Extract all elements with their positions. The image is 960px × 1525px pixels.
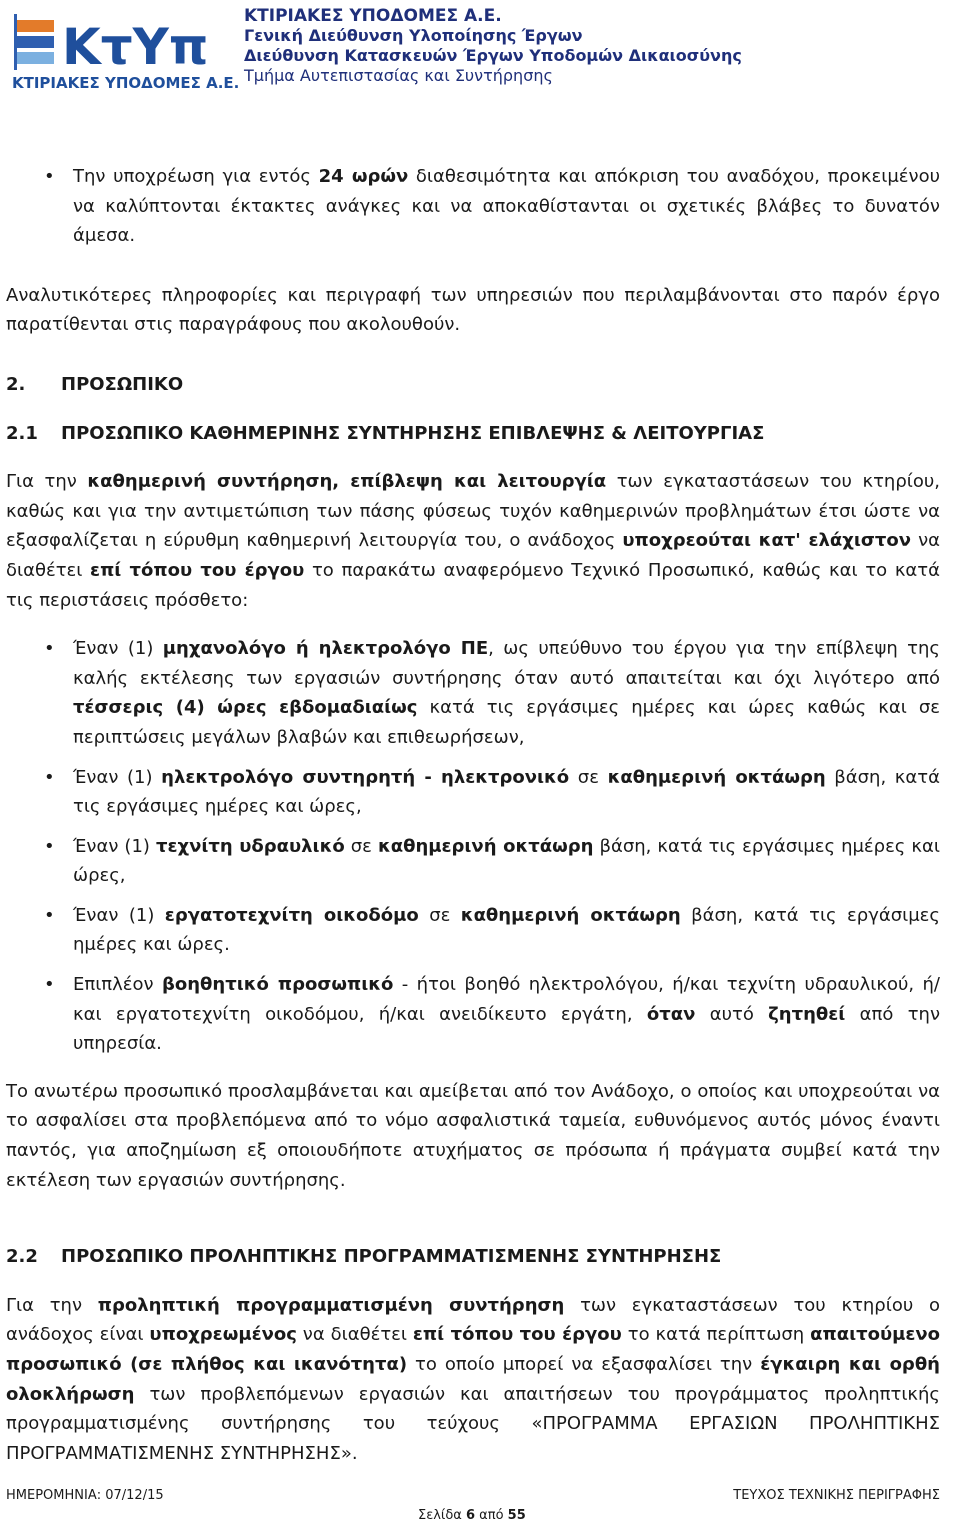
intro-list (6, 162, 940, 251)
subsection-heading: 2.1 ΠΡΟΣΩΠΙΚΟ ΚΑΘΗΜΕΡΙΝΗΣ ΣΥΝΤΗΡΗΣΗΣ ΕΠΙΒΛΕΨΗΣ & ΛΕΙΤΟΥΡΓΙΑΣ (6, 422, 765, 444)
page-number: Σελίδα 6 από 55 (418, 1508, 526, 1523)
document-body (6, 162, 940, 1468)
company-logo (10, 6, 240, 96)
list-item: • Έναν (1) εργατοτεχνίτη οικοδόμο σε καθημερινή οκτάωρη βάση, κατά τις εργάσιμες ημέρες και ώρες. (6, 901, 940, 960)
directorate-name: Διεύθυνση Κατασκευών Έργων Υποδομών Δικαιοσύνης (244, 46, 742, 65)
section-heading: 2. ΠΡΟΣΩΠΙΚΟ (6, 373, 184, 395)
footer-date: ΗΜΕΡΟΜΗΝΙΑ: 07/12/15 (6, 1488, 164, 1503)
subsection-heading: 2.2 ΠΡΟΣΩΠΙΚΟ ΠΡΟΛΗΠΤΙΚΗΣ ΠΡΟΓΡΑΜΜΑΤΙΣΜΕΝΗΣ ΣΥΝΤΗΡΗΣΗΣ (6, 1246, 722, 1268)
list-item: • Έναν (1) τεχνίτη υδραυλικό σε καθημερινή οκτάωρη βάση, κατά τις εργάσιμες ημέρες και ώρες, (6, 832, 940, 891)
paragraph: Για την προληπτική προγραμματισμένη συντήρηση των εγκαταστάσεων του κτηρίου ο ανάδοχος είναι υποχρεωμένος να διαθέτει επί τόπου του έργου το κατά περίπτωση απαιτούμενο προσωπικό (σε πλήθος και ικανότητα) το οποίο μπορεί να εξασφαλίσει την έγκαιρη και ορθή ολοκλήρωση των προβλεπόμενων εργασιών και απαιτήσεων του προγράμματος προληπτικής προγραμματισμένης συντήρησης του τεύχους «ΠΡΟΓΡΑΜΜΑ ΕΡΓΑΣΙΩΝ ΠΡΟΛΗΠΤΙΚΗΣ ΠΡΟΓΡΑΜΜΑΤΙΣΜΕΝΗΣ ΣΥΝΤΗΡΗΣΗΣ». (6, 1294, 941, 1464)
intro-paragraph: Αναλυτικότερες πληροφορίες και περιγραφή των υπηρεσιών που περιλαμβάνονται στο παρόν έργο παρατίθενται στις παραγράφους που ακολουθούν. (6, 284, 940, 336)
list-item: • Την υποχρέωση για εντός 24 ωρών διαθεσιμότητα και απόκριση του αναδόχου, προκειμένου να καλύπτονται έκτακτες ανάγκες και να αποκαθίστανται οι σχετικές βλάβες το δυνατόν άμεσα. (6, 162, 940, 251)
svg-text:ΚτΥπ: ΚτΥπ (62, 18, 209, 76)
paragraph: Το ανωτέρω προσωπικό προσλαμβάνεται και αμείβεται από τον Ανάδοχο, ο οποίος και υποχρεούται να το ασφαλίσει στα προβλεπόμενα από το νόμο ασφαλιστικά ταμεία, ευθυνόμενος αυτός μόνος έναντι παντός, για αποζημίωση εξ οποιουδήποτε ατυχήματος σε πρόσωπα ή πράγματα συμβεί κατά την εκτέλεση των εργασιών συντήρησης. (6, 1080, 940, 1191)
division-name: Γενική Διεύθυνση Υλοποίησης Έργων (244, 26, 583, 45)
list-item: • Επιπλέον βοηθητικό προσωπικό - ήτοι βοηθό ηλεκτρολόγου, ή/και τεχνίτη υδραυλικού, ή/και εργατοτεχνίτη οικοδόμου, ή/και ανειδίκευτο εργάτη, όταν αυτό ζητηθεί από την υπηρεσία. (6, 970, 940, 1059)
department-name: Τμήμα Αυτεπιστασίας και Συντήρησης (244, 66, 553, 85)
paragraph: Για την καθημερινή συντήρηση, επίβλεψη και λειτουργία των εγκαταστάσεων του κτηρίου, καθώς και για την αντιμετώπιση των πάσης φύσεως τυχόν καθημερινών προβλημάτων έτσι ώστε να εξασφαλίζεται η εύρυθμη καθημερινή λειτουργία του, ο ανάδοχος υποχρεούται κατ' ελάχιστον να διαθέτει επί τόπου του έργου το παρακάτω αναφερόμενο Τεχνικό Προσωπικό, καθώς και το κατά τις περιστάσεις πρόσθετο: (6, 471, 940, 611)
footer-document-title: ΤΕΥΧΟΣ ΤΕΧΝΙΚΗΣ ΠΕΡΙΓΡΑΦΗΣ (733, 1488, 940, 1503)
list-item: • Έναν (1) μηχανολόγο ή ηλεκτρολόγο ΠΕ, ως υπεύθυνο του έργου για την επίβλεψη της καλής εκτέλεσης των εργασιών συντήρησης όταν αυτό απαιτείται και όχι λιγότερο από τέσσερις (4) ώρες εβδομαδιαίως κατά τις εργάσιμες ημέρες και ώρες καθώς και σε περιπτώσεις μεγάλων βλαβών και επιθεωρήσεων, (6, 634, 940, 752)
page-header (0, 0, 960, 100)
list-item: • Έναν (1) ηλεκτρολόγο συντηρητή - ηλεκτρονικό σε καθημερινή οκτάωρη βάση, κατά τις εργάσιμες ημέρες και ώρες, (6, 763, 940, 822)
staff-list (6, 634, 940, 1059)
header-text (244, 6, 742, 86)
org-name: ΚΤΙΡΙΑΚΕΣ ΥΠΟΔΟΜΕΣ Α.Ε. (244, 6, 502, 26)
svg-text:ΚΤΙΡΙΑΚΕΣ ΥΠΟΔΟΜΕΣ Α.Ε.: ΚΤΙΡΙΑΚΕΣ ΥΠΟΔΟΜΕΣ Α.Ε. (12, 74, 240, 92)
